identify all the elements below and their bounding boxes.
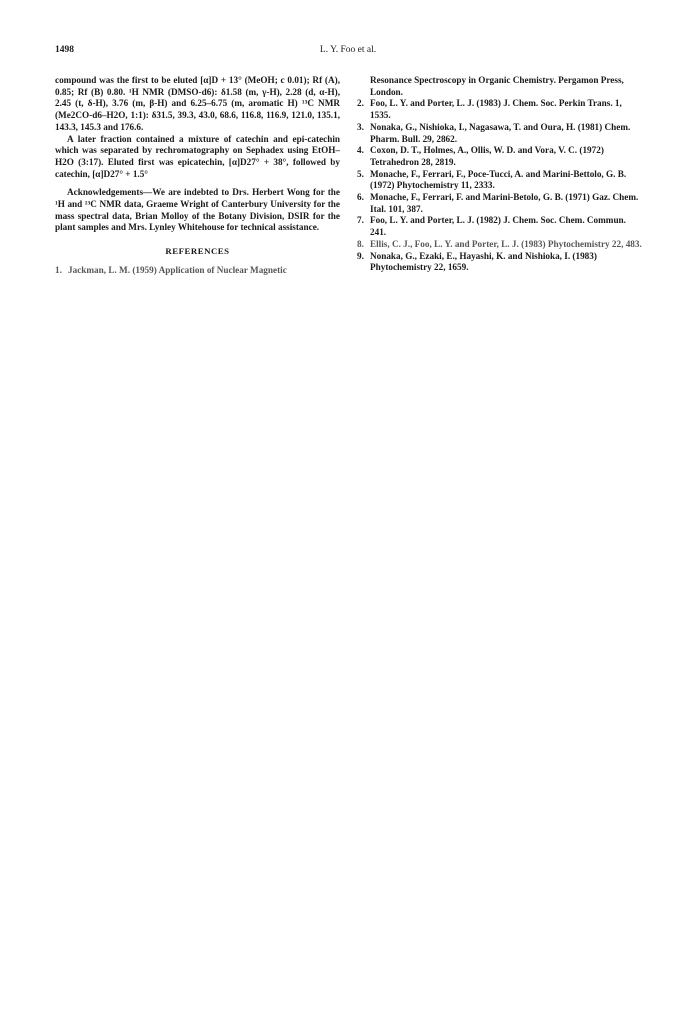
reference-number: 1. xyxy=(55,264,62,275)
reference-item xyxy=(357,169,642,192)
reference-text: Nonaka, G., Nishioka, I., Nagasawa, T. and Oura, H. (1981) Chem. Pharm. Bull. 29, 2862. xyxy=(370,121,631,144)
reference-number: 6. xyxy=(357,192,364,203)
reference-item xyxy=(357,192,642,215)
reference-number: 9. xyxy=(357,250,364,261)
reference-number: 8. xyxy=(357,238,364,249)
page-number: 1498 xyxy=(55,45,74,55)
running-head: L. Y. Foo et al. xyxy=(319,45,377,55)
reference-item xyxy=(357,98,642,121)
reference-text: Coxon, D. T., Holmes, A., Ollis, W. D. and Vora, V. C. (1972) Tetrahedron 28, 2819. xyxy=(370,145,604,167)
catechin-paragraph: A later fraction contained a mixture of catechin and epi-catechin which was separated by rechromatography on Sephadex using EtOH–H2O (3:17). Eluted first was epicatechin, [α]D27° + 38°, followed by catechin, [α]D27° + 1.5° xyxy=(55,133,340,179)
reference-item xyxy=(357,122,642,145)
reference-number: 3. xyxy=(357,121,364,132)
reference-text: Monache, F., Ferrari, F., Poce-Tucci, A. and Marini-Bettolo, G. B. (1972) Phytochemistry 11, 2333. xyxy=(370,168,627,191)
reference-text: Ellis, C. J., Foo, L. Y. and Porter, L. J. (1983) Phytochemistry 22, 483. xyxy=(370,238,642,249)
reference-item xyxy=(55,265,340,277)
reference-number: 4. xyxy=(357,145,364,156)
acknowledgements: Acknowledgements—We are indebted to Drs. Herbert Wong for the ¹H and ¹³C NMR data, Graeme Wright of Canterbury University for the mass spectral data, Brian Molloy of the Botany Division, DSIR for the plant samples and Mrs. Lynley Whitehouse for technical assistance. xyxy=(55,187,340,233)
reference-text: Resonance Spectroscopy in Organic Chemistry. Pergamon Press, London. xyxy=(370,75,624,97)
reference-text: Jackman, L. M. (1959) Application of Nuclear Magnetic xyxy=(68,264,287,275)
reference-item xyxy=(357,215,642,238)
reference-number: 7. xyxy=(357,215,364,226)
reference-text: Foo, L. Y. and Porter, L. J. (1982) J. Chem. Soc. Chem. Commun. 241. xyxy=(370,215,626,238)
reference-text: Nonaka, G., Ezaki, E., Hayashi, K. and Nishioka, I. (1983) Phytochemistry 22, 1659. xyxy=(370,250,597,273)
left-column xyxy=(55,75,340,277)
page-header xyxy=(0,45,696,59)
reference-number: 5. xyxy=(357,168,364,179)
reference-item xyxy=(357,239,642,251)
reference-text: Foo, L. Y. and Porter, L. J. (1983) J. Chem. Soc. Perkin Trans. 1, 1535. xyxy=(370,98,622,121)
experimental-paragraph: compound was the first to be eluted [α]D + 13° (MeOH; c 0.01); Rf (A), 0.85; Rf (B) 0.80. ¹H NMR (DMSO-d6): δ1.58 (m, γ-H), 2.28 (d, α-H), 2.45 (t, δ-H), 3.76 (m, β-H) and 6.25–6.75 (m, aromatic H) ¹³C NMR (Me2CO-d6–H2O, 1:1): δ31.5, 39.3, 43.0, 68.6, 116.8, 116.9, 121.0, 135.1, 143.3, 145.3 and 176.6. xyxy=(55,75,340,132)
reference-text: Monache, F., Ferrari, F. and Marini-Betolo, G. B. (1971) Gaz. Chem. Ital. 101, 387. xyxy=(370,192,639,214)
references-heading: REFERENCES xyxy=(165,246,230,257)
reference-continuation xyxy=(357,75,642,98)
reference-item xyxy=(357,251,642,274)
reference-item xyxy=(357,145,642,168)
right-column xyxy=(357,75,642,274)
reference-number: 2. xyxy=(357,98,364,109)
